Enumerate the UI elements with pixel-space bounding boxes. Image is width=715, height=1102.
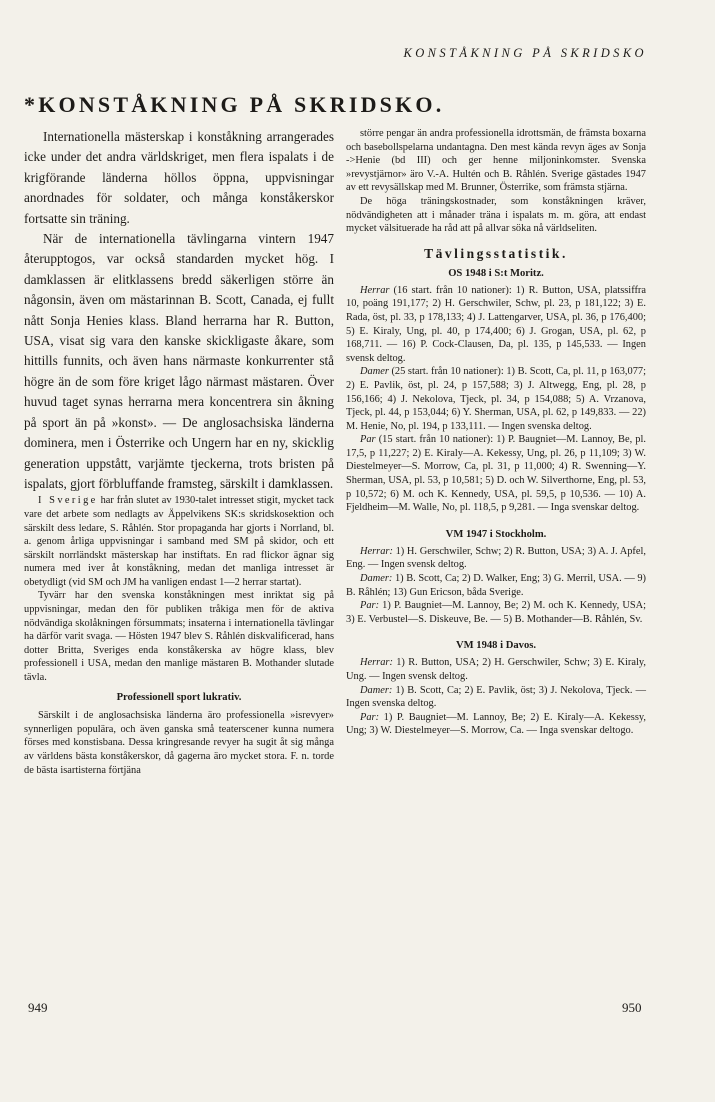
heading-vm-1948: VM 1948 i Davos. bbox=[455, 640, 537, 652]
article-title: *KONSTÅKNING PÅ SKRIDSKO. bbox=[24, 92, 445, 117]
paragraph-isrevyer: Särskilt i de anglosachsiska länderna äro professionella »isrevyer» synnerligen populära, och även ganska små teaterscener kunna numera förses med konstisbana. Dessa kringresande revyer ha sugit åt sig många av världens bästa konståkerskor, då gagerna äro mycket stora. F. n. torde de bästa isartisterna förtjäna bbox=[24, 710, 334, 776]
vm48-par-text: 1) P. Baugniet—M. Lannoy, Be; 2) E. Kiraly—A. Kekessy, Ung; 3) W. Diestelmeyer—S. Morrow, Ca. — Inga svenskar deltogo. bbox=[346, 711, 646, 737]
vm47-herrar-text: 1) H. Gerschwiler, Schw; 2) R. Button, USA; 3) A. J. Apfel, Eng. — Ingen svensk deltog. bbox=[346, 545, 646, 571]
os-damer-text: (25 start. från 10 nationer): 1) B. Scott, Ca, pl. 11, p 163,077; 2) E. Pavlik, öst, pl. 24, p 157,588; 3) J. Altwegg, Eng, pl. 28, p 156,166; 4) J. Nekolova, Tjeck, pl. 34, p 154,088; 5) A. Vrzanova, Tjeck, pl. 44, p 153,044; 6) Y. Sherman, USA, pl. 62, p 149,833. — 22) M. Henie, No, pl. 194, p 133,111. — Ingen svenska deltog. bbox=[346, 366, 646, 432]
os-herrar-result bbox=[346, 284, 646, 366]
vm47-damer-text: 1) B. Scott, Ca; 2) D. Walker, Eng; 3) G. Merril, USA. — 9) B. Råhlén; 13) Gun Ericson, båda Sverige. bbox=[346, 573, 646, 598]
lead-in-sverige: I Sverige bbox=[38, 495, 98, 507]
vm47-par-result bbox=[346, 599, 646, 626]
subheading-professionell: Professionell sport lukrativ. bbox=[116, 691, 242, 703]
vm47-damer-label: Damer: bbox=[360, 573, 393, 585]
paragraph-continued: större pengar än andra professionella idrottsmän, de främsta boxarna och basebollspelarna undantagna. Den mest kända revyn äges av Sonja ->Henie (bd III) och ger henne miljoninkomster. Svenska »revystjärnor» äro V.-A. Hultén och B. Råhlén. Sverige gästades 1947 av ett revysällskap med M. Brunner, Österrike, som främsta stjärna. bbox=[346, 128, 646, 194]
paragraph-sverige bbox=[24, 494, 334, 589]
heading-vm-1947: VM 1947 i Stockholm. bbox=[445, 528, 547, 540]
os-damer-result bbox=[346, 365, 646, 433]
vm48-herrar-result bbox=[346, 656, 646, 683]
paragraph-kostnader: De höga träningskostnader, som konståkningen kräver, nödvändigheten att i månader träna i ispalats m. m. göra, att endast mycket välsituerade ha råd att på allvar söka nå världseliten. bbox=[346, 195, 646, 235]
os-herrar-label: Herrar bbox=[360, 284, 390, 296]
vm48-par-label: Par: bbox=[360, 711, 380, 723]
vm48-herrar-text: 1) R. Button, USA; 2) H. Gerschwiler, Schw; 3) E. Kiraly, Ung. — Ingen svensk deltog. bbox=[346, 657, 646, 682]
os-herrar-text: (16 start. från 10 nationer): 1) R. Button, USA, platssiffra 10, poäng 191,177; 2) H. Gerschwiler, Schw, pl. 23, p 181,122; 3) E. Rada, öst, pl. 33, p 178,133; 4) J. Lattengarver, USA, pl. 36, p 176,400; 5) E. Kiraly, Ung, pl. 40, p 174,400; 6) J. Grogan, USA, pl. 62, p 168,711. — 16) P. Cock-Clausen, Da, pl. 135, p 145,533. — Ingen svensk deltog. bbox=[346, 284, 646, 364]
page-number-right: 950 bbox=[622, 1000, 642, 1015]
running-head: KONSTÅKNING PÅ SKRIDSKO bbox=[403, 46, 647, 60]
paragraph-sverige-text: har från slutet av 1930-talet intresset stigit, mycket tack vare det arbete som nedlagts av Äppelvikens SK:s skridskosektion och särskilt dess ledare, S. Råhlén. Stor propaganda har gjorts i Norrland, bl. a. genom årliga uppvisningar i samband med SM på skidor, och ett särskilt norrländskt mästerskap har instiftats. En rad flickor ägnar sig numera med iver åt konståkning, medan det manliga intresset är obetydligt (vid SM och JM ha vanligen endast 1—2 herrar startat). bbox=[24, 495, 334, 588]
os-damer-label: Damer bbox=[360, 366, 389, 378]
paragraph-uppvisningar: Tyvärr har den svenska konståkningen mest inriktat sig på uppvisningar, medan den för publiken tråkiga men för de aktiva nödvändiga skolåkningen försummats; insaterna i internationella tävlingar ha därför varit svaga. — Hösten 1947 blev S. Råhlén diskvalificerad, hans dotter Britta, Sveriges enda konståkerska av högre klass, blev professionell i USA, medan den manlige mästaren B. Mothander slutade tävla. bbox=[24, 590, 334, 684]
vm48-damer-result bbox=[346, 684, 646, 711]
vm48-herrar-label: Herrar: bbox=[360, 657, 393, 669]
vm47-herrar-result bbox=[346, 545, 646, 572]
vm47-par-text: 1) P. Baugniet—M. Lannoy, Be; 2) M. och K. Kennedy, USA; 3) E. Verbustel—S. Diskeuve, Be. — 5) B. Mothander—B. Råhlén, Sv. bbox=[346, 600, 646, 625]
large-text-block bbox=[24, 127, 334, 494]
os-par-label: Par bbox=[360, 434, 376, 446]
vm48-damer-text: 1) B. Scott, Ca; 2) E. Pavlik, öst; 3) J. Nekolova, Tjeck. — Ingen svenska deltog. bbox=[346, 684, 646, 710]
vm47-par-label: Par: bbox=[360, 600, 380, 612]
vm47-damer-result bbox=[346, 572, 646, 599]
vm48-damer-label: Damer: bbox=[360, 684, 393, 696]
section-title-statistik: Tävlingsstatistik. bbox=[424, 245, 568, 261]
page-number-left: 949 bbox=[28, 1000, 48, 1015]
right-column bbox=[346, 127, 646, 738]
paragraph-intro: Internationella mästerskap i konståkning arrangerades icke under det andra världskriget, men flera ispalats i de krigförande länderna höllos öppna, uppvisningar anordnades för soldater, och många konståkerskor fortsatte sin träning. bbox=[24, 129, 334, 226]
left-column bbox=[24, 127, 334, 777]
heading-os-1948: OS 1948 i S:t Moritz. bbox=[448, 267, 544, 279]
small-text-block bbox=[24, 494, 334, 777]
os-par-text: (15 start. från 10 nationer): 1) P. Baugniet—M. Lannoy, Be, pl. 17,5, p 11,227; 2) E. Kiraly—A. Kekessy, Ung, pl. 26, p 11,109; 3) W. Diestelmeyer—S. Morrow, Ca, pl. 31, p 11,000; 4) R. Swenning—Y. Sherman, USA, pl. 53, p 10,581; 5) D. och W. Silverthorne, Eng, pl. 53, p 10,572; 6) M. och K. Kennedy, USA, pl. 59,5, p 10,536. — 10) A. Fjeldheim—M. Walle, No, pl. 118,5, p 9,281. — Inga svenskar deltog. bbox=[346, 434, 646, 514]
paragraph-standard: När de internationella tävlingarna vintern 1947 återupptogos, var också standarden mycket hög. I damklassen är elitklassens bredd säkerligen större än någonsin, även om mästarinnan B. Scott, Canada, ej fullt nått Sonja Henies klass. Bland herrarna har R. Button, USA, visat sig vara den kanske skickligaste åkare, som hittills funnits, och även hans närmaste konkurrenter stå högre än de som före kriget lågo närmast mästaren. Över huvud taget synas herrarna mera koncentrera sin åkning på sport än på »konst». — De anglosachsiska länderna dominera, men i Österrike och Ungern har en ny, skicklig generation uppstått, varjämte tjeckerna, trots bristen på ispalats, gjort förbluffande framsteg, särskilt i damklassen. bbox=[24, 231, 334, 491]
vm48-par-result bbox=[346, 711, 646, 738]
os-par-result bbox=[346, 433, 646, 515]
vm47-herrar-label: Herrar: bbox=[360, 545, 393, 557]
